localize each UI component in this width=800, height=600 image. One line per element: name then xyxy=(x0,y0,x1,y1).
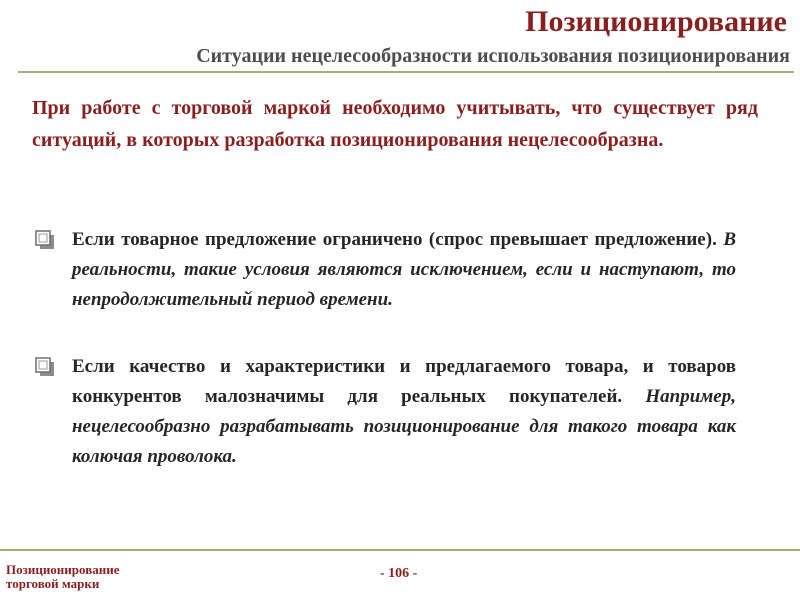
bullet-item xyxy=(34,352,736,472)
checkbox-bullet-icon xyxy=(34,352,72,382)
bullet-text xyxy=(72,352,736,472)
footer-caption xyxy=(6,563,119,591)
footer-caption-line: торговой марки xyxy=(6,576,100,591)
intro-paragraph: При работе с торговой маркой необходимо учитывать, что существует ряд ситуаций, в которых разработка позиционирования нецелесообразна. xyxy=(32,97,758,151)
footer-divider xyxy=(0,549,800,551)
checkbox-bullet-icon xyxy=(34,225,72,255)
bullet-plain-text: Если товарное предложение ограничено (спрос превышает предложение). xyxy=(72,229,724,250)
bullet-text xyxy=(72,225,736,315)
page-number: - 106 - xyxy=(380,566,418,581)
bullet-emphasis-text: Например, нецелесообразно разрабатывать позиционирование для такого товара как колючая проволока. xyxy=(72,386,736,467)
title-divider xyxy=(18,71,794,73)
slide-subtitle: Ситуации нецелесообразности использования позиционирования xyxy=(196,45,790,67)
bullet-plain-text: Если качество и характеристики и предлагаемого товара, и товаров конкурентов малозначимы для реальных покупателей. xyxy=(72,356,736,407)
footer-caption-line: Позиционирование xyxy=(6,562,120,577)
slide-title: Позиционирование xyxy=(525,5,787,38)
bullet-item xyxy=(34,225,736,315)
bullet-emphasis-text: В реальности, такие условия являются исключением, если и наступают, то непродолжительный период времени. xyxy=(72,229,736,310)
